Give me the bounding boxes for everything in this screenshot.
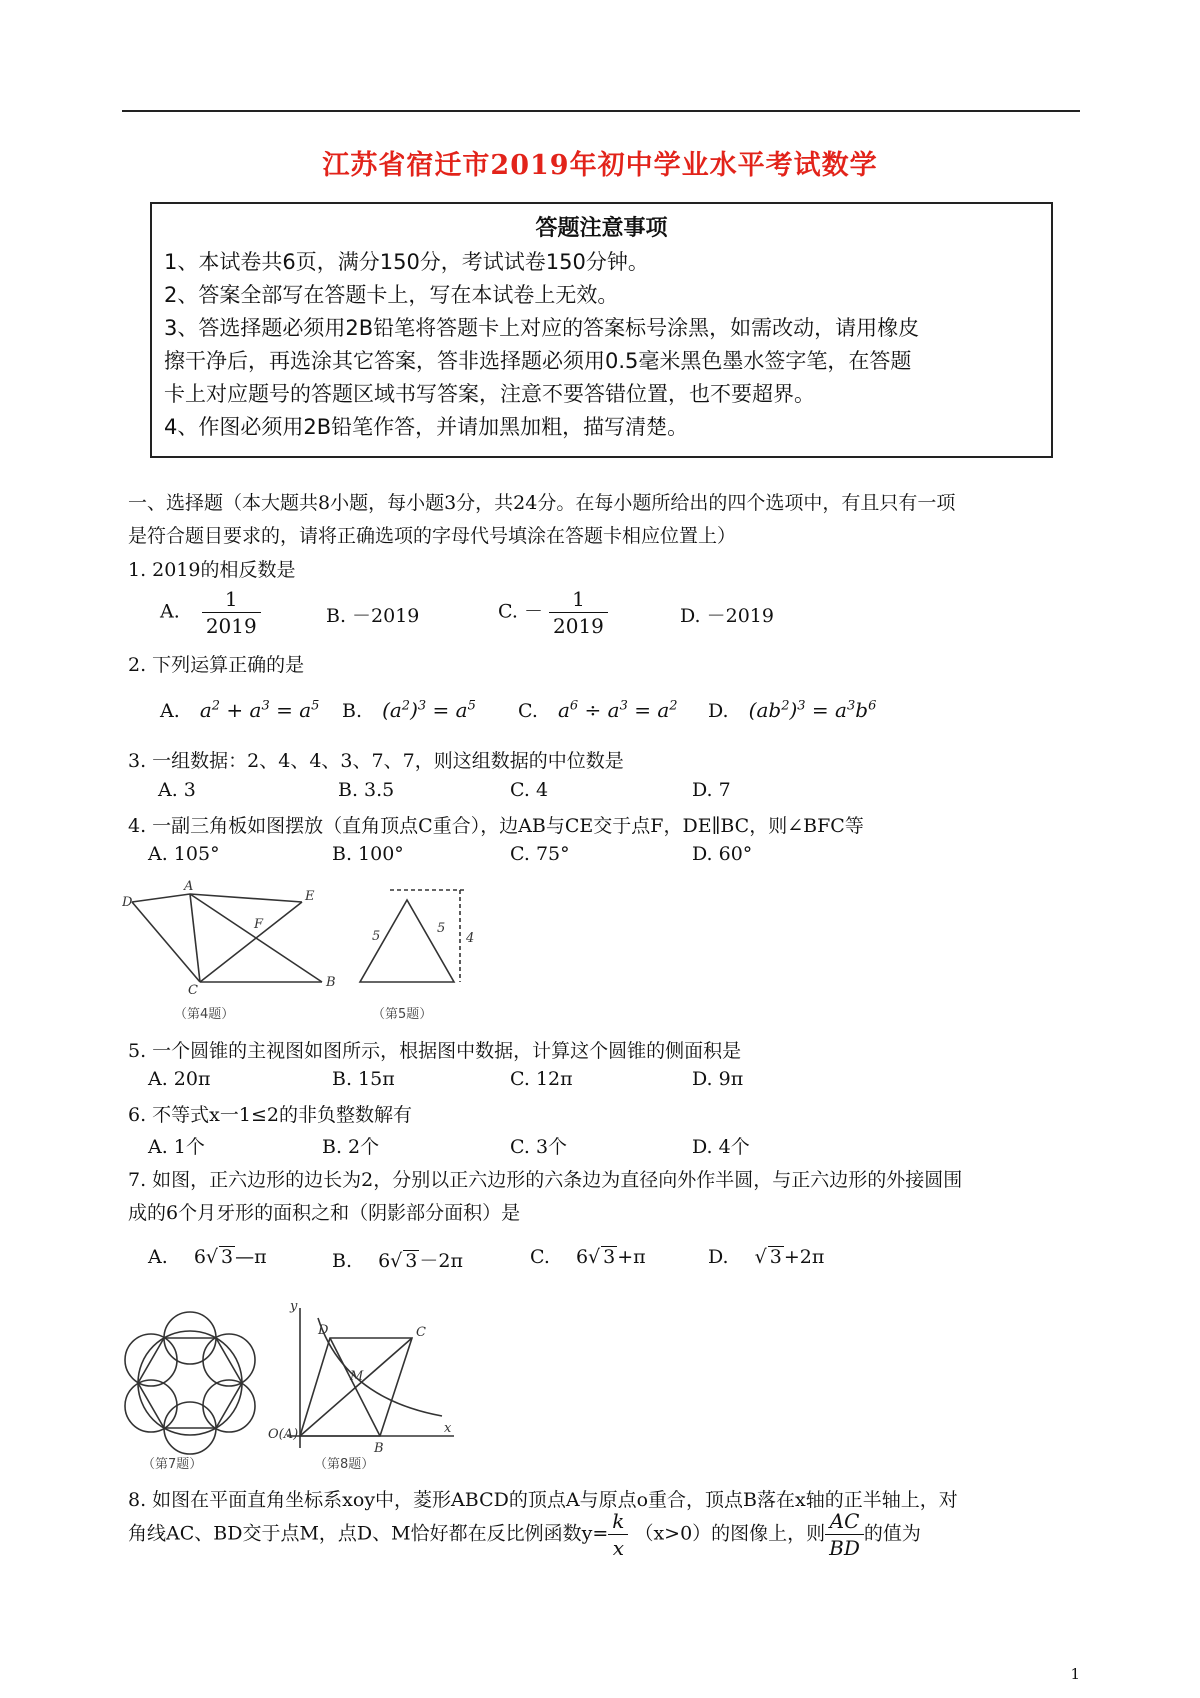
sqrt-symbol: √ <box>588 1246 601 1268</box>
notice-item: 3、答选择题必须用2B铅笔将答题卡上对应的答案标号涂黑，如需改动，请用橡皮 <box>164 316 920 340</box>
question-3-stem: 3. 一组数据：2、4、4、3、7、7，则这组数据的中位数是 <box>128 750 624 772</box>
option-label: C. <box>530 1246 550 1268</box>
q8-text-part: 角线AC、BD交于点M，点D、M恰好都在反比例函数y= <box>128 1522 609 1545</box>
fraction-ac-over-bd <box>825 1508 864 1561</box>
question-8-line1: 8. 如图在平面直角坐标系xoy中，菱形ABCD的顶点A与原点o重合，顶点B落在x轴的正半轴上，对 <box>128 1489 958 1511</box>
q8-text-part: 的值为 <box>863 1522 921 1545</box>
q4-edge-dc <box>132 902 200 982</box>
q5-slant-right: 5 <box>437 921 446 936</box>
sqrt-radicand: 3 <box>603 1246 616 1268</box>
page-number: 1 <box>1070 1665 1080 1683</box>
notice-item: 卡上对应题号的答题区域书写答案，注意不要答错位置，也不要超界。 <box>164 382 815 406</box>
q5-option-b: B. 15π <box>332 1068 395 1090</box>
option-tail: －2π <box>419 1250 463 1272</box>
denominator: 2019 <box>553 614 604 638</box>
option-label: B. <box>342 700 363 722</box>
q4-label-c: C <box>188 983 198 998</box>
q8-diagonal-bd <box>330 1338 380 1436</box>
question-1-stem: 1. 2019的相反数是 <box>128 559 296 581</box>
formula-c: $a^6 \div a^3 = a^2$ <box>557 698 678 722</box>
q3-option-d: D. 7 <box>692 779 731 801</box>
denominator: BD <box>829 1536 860 1560</box>
notice-item: 1、本试卷共6页，满分150分，考试试卷150分钟。 <box>164 250 649 274</box>
q3-option-a: A. 3 <box>158 779 196 801</box>
q5-caption: （第5题） <box>372 1007 433 1022</box>
q4-label-d: D <box>122 895 133 910</box>
q5-option-a: A. 20π <box>148 1068 211 1090</box>
q6-option-d: D. 4个 <box>692 1136 750 1158</box>
sqrt-symbol: √ <box>754 1246 767 1268</box>
q5-height: 4 <box>466 931 475 946</box>
q4-edge-ac <box>190 894 200 982</box>
numerator: AC <box>825 1508 864 1535</box>
fraction <box>549 586 608 639</box>
q8-label-c: C <box>416 1325 426 1340</box>
option-label: B. <box>332 1250 353 1272</box>
q8-label-d: D <box>318 1323 329 1338</box>
q2-option-a <box>160 698 319 722</box>
q1-option-b: B. －2019 <box>326 605 420 627</box>
sqrt-symbol: √ <box>390 1250 403 1272</box>
q1-option-a <box>160 586 261 639</box>
numerator: k <box>608 1508 628 1535</box>
coefficient: 6 <box>378 1250 391 1272</box>
q5-option-d: D. 9π <box>692 1068 744 1090</box>
q4-option-b: B. 100° <box>332 843 404 865</box>
question-6-stem: 6. 不等式x一1≤2的非负整数解有 <box>128 1104 412 1126</box>
q2-option-b <box>342 698 476 722</box>
exam-title: 江苏省宿迁市2019年初中学业水平考试数学 <box>322 150 878 181</box>
denominator: x <box>612 1536 624 1560</box>
q4-label-f: F <box>254 917 264 932</box>
q7-option-d <box>708 1246 824 1268</box>
q4-edge-ec <box>200 902 302 982</box>
formula-a: $a^2 + a^3 = a^5$ <box>199 698 320 722</box>
q6-option-b: B. 2个 <box>322 1136 380 1158</box>
option-label: C. － <box>498 600 543 623</box>
q4-caption: （第4题） <box>174 1007 235 1022</box>
q4-label-e: E <box>305 889 315 904</box>
coefficient: 6 <box>193 1246 206 1268</box>
option-label: C. <box>518 700 538 722</box>
question-5-stem: 5. 一个圆锥的主视图如图所示，根据图中数据，计算这个圆锥的侧面积是 <box>128 1040 742 1062</box>
q5-option-c: C. 12π <box>510 1068 573 1090</box>
q2-option-c <box>518 698 678 722</box>
notice-item: 2、答案全部写在答题卡上，写在本试卷上无效。 <box>164 283 619 307</box>
q4-option-d: D. 60° <box>692 843 753 865</box>
coefficient: 6 <box>575 1246 589 1268</box>
q8-label-x: x <box>444 1421 452 1436</box>
formula-b: $(a^2)^3 = a^5$ <box>382 698 476 722</box>
q8-caption: （第8题） <box>314 1457 375 1472</box>
q4-label-a: A <box>184 879 194 894</box>
header-rule <box>122 110 1080 112</box>
q7-hexagon <box>138 1338 242 1428</box>
q4-label-b: B <box>326 975 336 990</box>
question-7-line2: 成的6个月牙形的面积之和（阴影部分面积）是 <box>128 1202 521 1224</box>
option-tail: +2π <box>783 1246 825 1268</box>
section1-instructions-line2: 是符合题目要求的，请将正确选项的字母代号填涂在答题卡相应位置上） <box>128 525 737 547</box>
sqrt-radicand: 3 <box>769 1246 782 1268</box>
sqrt-symbol: √ <box>205 1246 219 1268</box>
numerator: 1 <box>202 586 261 613</box>
q3-option-c: C. 4 <box>510 779 549 801</box>
q8-figure <box>287 1308 454 1448</box>
fraction <box>202 586 261 639</box>
q8-label-b: B <box>374 1441 384 1456</box>
formula-d: $(ab^2)^3 = a^3b^6$ <box>748 698 877 722</box>
q2-option-d <box>708 698 876 722</box>
notice-item: 擦干净后，再选涂其它答案，答非选择题必须用0.5毫米黑色墨水签字笔，在答题 <box>164 349 912 373</box>
q7-figure <box>125 1312 255 1454</box>
q7-option-b <box>332 1246 463 1273</box>
q5-slant-left: 5 <box>372 929 381 944</box>
q7-option-a <box>148 1246 267 1268</box>
q8-label-m: M <box>350 1369 364 1384</box>
option-label: D. <box>708 700 729 722</box>
sqrt-radicand: 3 <box>405 1250 418 1272</box>
option-label: A. <box>160 600 180 623</box>
q7-circumcircle <box>138 1331 242 1435</box>
option-label: A. <box>160 700 180 722</box>
question-4-stem: 4. 一副三角板如图摆放（直角顶点C重合），边AB与CE交于点F，DE∥BC，则∠BFC等 <box>128 815 864 837</box>
notice-item: 4、作图必须用2B铅笔作答，并请加黑加粗，描写清楚。 <box>164 415 689 439</box>
q7-caption: （第7题） <box>142 1457 203 1472</box>
question-7-line1: 7. 如图，正六边形的边长为2，分别以正六边形的六条边为直径向外作半圆，与正六边形的外接圆围 <box>128 1169 963 1191</box>
section1-instructions-line1: 一、选择题（本大题共8小题，每小题3分，共24分。在每小题所给出的四个选项中，有且只有一项 <box>128 492 956 514</box>
q8-label-o: O(A) <box>268 1427 299 1442</box>
q8-label-y: y <box>290 1299 298 1314</box>
notice-box <box>150 202 1053 458</box>
notice-heading: 答题注意事项 <box>535 216 668 241</box>
option-label: A. <box>148 1246 168 1268</box>
option-tail: —π <box>235 1246 267 1268</box>
q7-option-c <box>530 1246 646 1268</box>
sqrt-radicand: 3 <box>221 1246 234 1268</box>
numerator: 1 <box>549 586 608 613</box>
question-2-stem: 2. 下列运算正确的是 <box>128 654 305 676</box>
q4-option-a: A. 105° <box>148 843 220 865</box>
figures-q7-q8 <box>122 1298 462 1478</box>
option-tail: +π <box>617 1246 646 1268</box>
q4-option-c: C. 75° <box>510 843 570 865</box>
q8-text-part: （x>0）的图像上，则 <box>634 1522 826 1545</box>
q4-top-edge <box>132 894 302 902</box>
fraction-k-over-x <box>608 1508 628 1561</box>
option-label: D. <box>708 1246 729 1268</box>
q1-option-c <box>498 586 608 639</box>
figures-q4-q5 <box>122 870 502 1030</box>
q6-option-a: A. 1个 <box>148 1136 205 1158</box>
q1-option-d: D. －2019 <box>680 605 774 627</box>
denominator: 2019 <box>205 614 257 638</box>
question-8-line2 <box>128 1508 921 1561</box>
q3-option-b: B. 3.5 <box>338 779 395 801</box>
q6-option-c: C. 3个 <box>510 1136 568 1158</box>
